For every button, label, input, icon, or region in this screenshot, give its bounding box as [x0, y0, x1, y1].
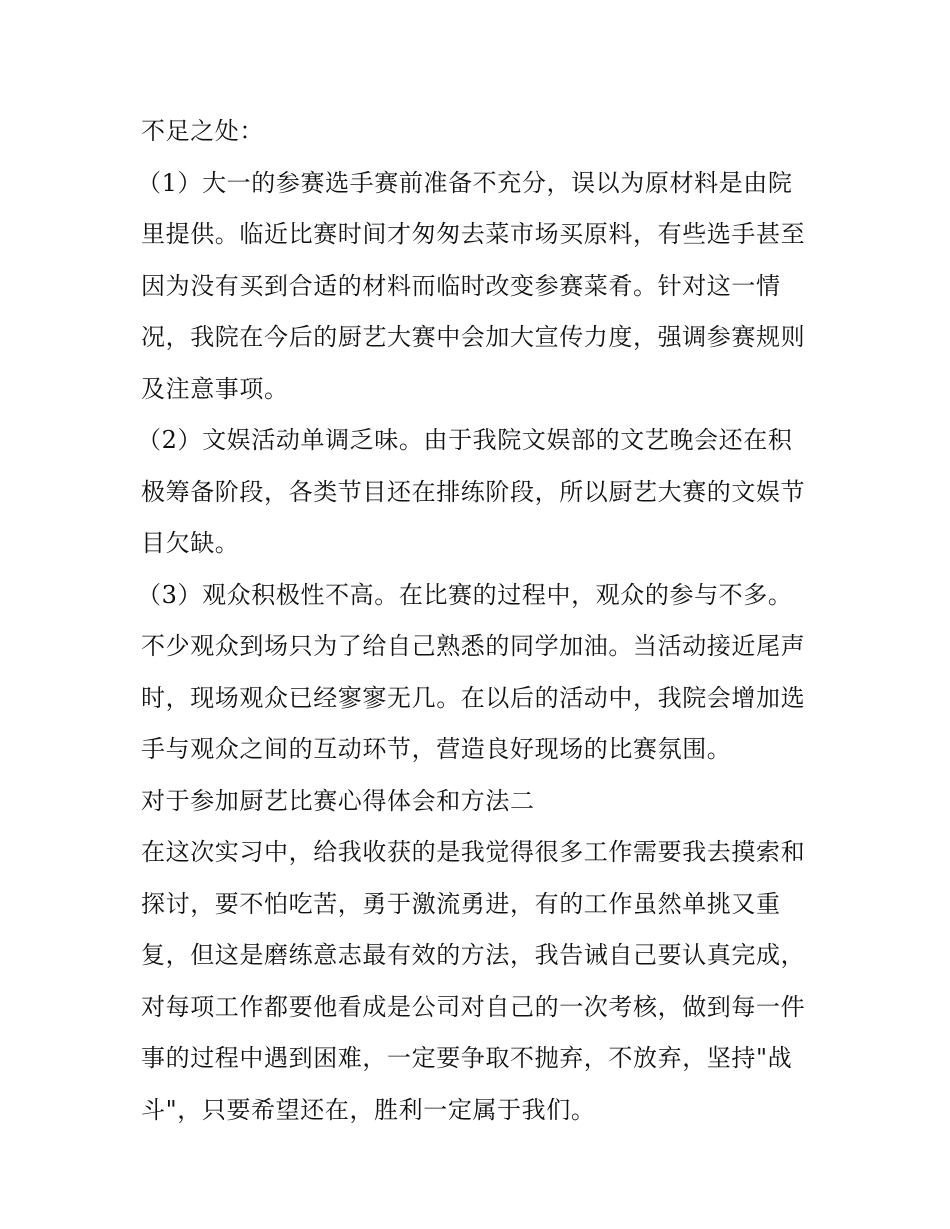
paragraph-2-line-3: 目欠缺。 — [141, 529, 240, 557]
paragraph-4-line-1: 在这次实习中，给我收获的是我觉得很多工作需要我去摸索和 — [141, 838, 806, 866]
paragraph-4-line-3: 复，但这是磨练意志最有效的方法，我告诫自己要认真完成， — [141, 941, 806, 969]
paragraph-4-line-4: 对每项工作都要他看成是公司对自己的一次考核，做到每一件 — [141, 992, 806, 1021]
paragraph-4-line-5: 事的过程中遇到困难，一定要争取不抛弃，不放弃，坚持"战 — [141, 1044, 793, 1072]
paragraph-3-line-4: 手与观众之间的互动环节，营造良好现场的比赛氛围。 — [141, 735, 732, 763]
section-heading-shortcomings: 不足之处： — [141, 117, 264, 145]
paragraph-1-line-3: 因为没有买到合适的材料而临时改变参赛菜肴。针对这一情 — [141, 271, 781, 300]
paragraph-2-line-1: （2）文娱活动单调乏味。由于我院文娱部的文艺晚会还在积 — [137, 426, 793, 454]
section-heading-method-two: 对于参加厨艺比赛心得体会和方法二 — [141, 786, 535, 815]
paragraph-4-line-6: 斗"，只要希望还在，胜利一定属于我们。 — [141, 1095, 596, 1124]
paragraph-1-line-2: 里提供。临近比赛时间才匆匆去菜市场买原料，有些选手甚至 — [141, 220, 806, 248]
paragraph-3-line-2: 不少观众到场只为了给自己熟悉的同学加油。当活动接近尾声 — [141, 632, 806, 660]
paragraph-3-line-3: 时，现场观众已经寥寥无几。在以后的活动中，我院会增加选 — [141, 683, 806, 712]
paragraph-3-line-1: （3）观众积极性不高。在比赛的过程中，观众的参与不多。 — [137, 580, 793, 609]
paragraph-1-line-5: 及注意事项。 — [141, 374, 289, 403]
paragraph-4-line-2: 探讨，要不怕吃苦，勇于激流勇进，有的工作虽然单挑又重 — [141, 889, 781, 918]
document-body — [137, 106, 821, 1136]
paragraph-2-line-2: 极筹备阶段，各类节目还在排练阶段，所以厨艺大赛的文娱节 — [141, 477, 806, 506]
paragraph-1-line-1: （1）大一的参赛选手赛前准备不充分，误以为原材料是由院 — [137, 168, 793, 197]
paragraph-1-line-4: 况，我院在今后的厨艺大赛中会加大宣传力度，强调参赛规则 — [141, 323, 806, 351]
